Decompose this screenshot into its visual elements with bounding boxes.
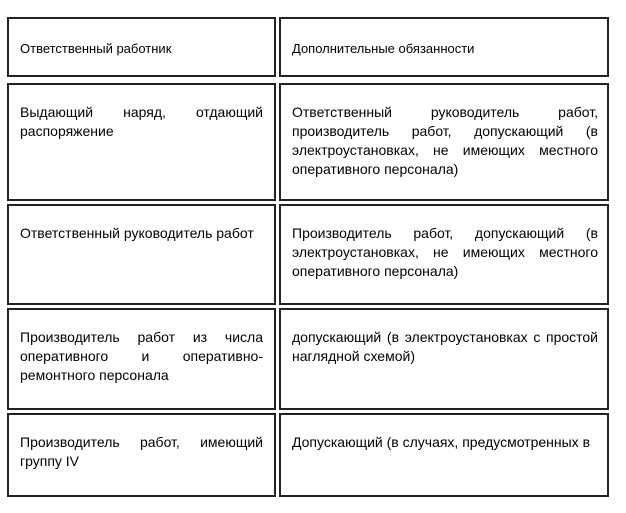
table-cell-worker — [7, 83, 276, 201]
header-worker-text: Ответственный работник — [20, 41, 172, 56]
table-cell-duties — [279, 204, 609, 305]
duties-text: Производитель работ, допускающий (в электроустановках, не имеющих местного оперативного персонала) — [292, 225, 598, 279]
table-cell-worker — [7, 308, 276, 410]
header-cell-worker — [7, 17, 276, 77]
duties-text: Ответственный руководитель работ, производитель работ, допускающий (в электроустановках, не имеющих местного оперативного персонала) — [292, 104, 598, 177]
table-cell-duties — [279, 83, 609, 201]
worker-text: Производитель работ из числа оперативного и оперативно-ремонтного персонала — [20, 329, 263, 383]
duties-text: Допускающий (в случаях, предусмотренных в — [292, 434, 591, 450]
duties-text: допускающий (в электроустановках с простой наглядной схемой) — [292, 329, 598, 364]
table-cell-worker — [7, 413, 276, 497]
header-duties-text: Дополнительные обязанности — [292, 41, 475, 56]
header-cell-duties — [279, 17, 609, 77]
worker-text: Выдающий наряд, отдающий распоряжение — [20, 104, 263, 139]
table-cell-duties — [279, 413, 609, 497]
table-cell-worker — [7, 204, 276, 305]
worker-text: Ответственный руководитель работ — [20, 225, 254, 241]
table-cell-duties — [279, 308, 609, 410]
worker-text: Производитель работ, имеющий группу IV — [20, 434, 263, 469]
